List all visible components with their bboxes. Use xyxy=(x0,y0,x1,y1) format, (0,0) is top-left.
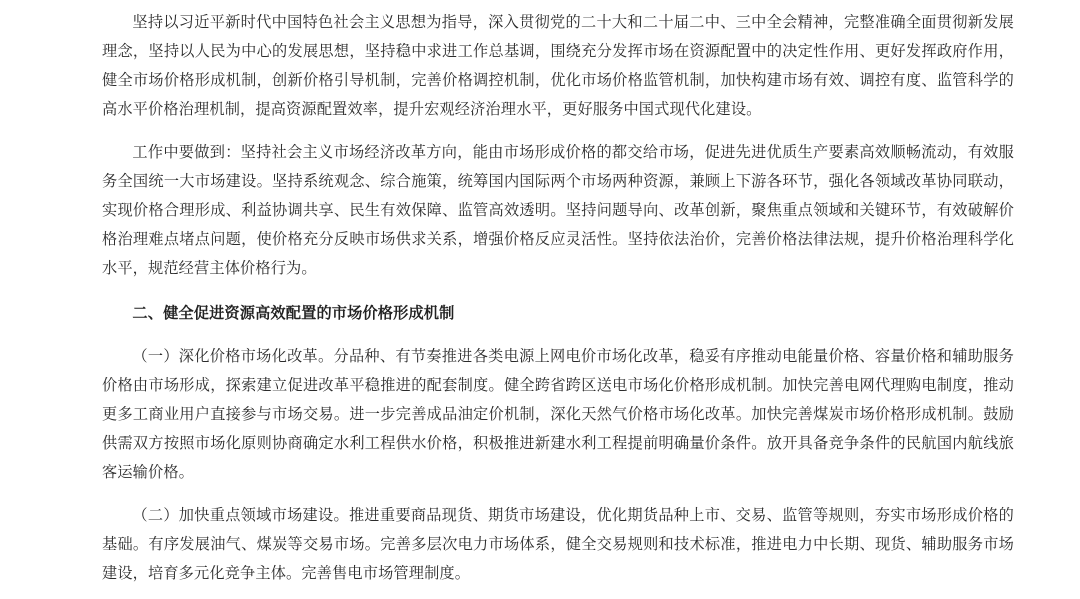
document-body xyxy=(102,0,1014,588)
section-heading: 二、健全促进资源高效配置的市场价格形成机制 xyxy=(132,304,455,322)
paragraph-guiding-ideology: 坚持以习近平新时代中国特色社会主义思想为指导，深入贯彻党的二十大和二十届二中、三中全会精神，完整准确全面贯彻新发展理念，坚持以人民为中心的发展思想，坚持稳中求进工作总基调，围绕充分发挥市场在资源配置中的决定性作用、更好发挥政府作用，健全市场价格形成机制，创新价格引导机制，完善价格调控机制，优化市场价格监管机制，加快构建市场有效、调控有度、监管科学的高水平价格治理机制，提高资源配置效率，提升宏观经济治理水平，更好服务中国式现代化建设。 xyxy=(102,13,1014,118)
paragraph-market-construction: （二）加快重点领域市场建设。推进重要商品现货、期货市场建设，优化期货品种上市、交易、监管等规则，夯实市场形成价格的基础。有序发展油气、煤炭等交易市场。完善多层次电力市场体系，健全交易规则和技术标准，推进电力中长期、现货、辅助服务市场建设，培育多元化竞争主体。完善售电市场管理制度。 xyxy=(102,506,1014,582)
paragraph-price-marketization: （一）深化价格市场化改革。分品种、有节奏推进各类电源上网电价市场化改革，稳妥有序推动电能量价格、容量价格和辅助服务价格由市场形成，探索建立促进改革平稳推进的配套制度。健全跨省跨区送电市场化价格形成机制。加快完善电网代理购电制度，推动更多工商业用户直接参与市场交易。进一步完善成品油定价机制，深化天然气价格市场化改革。加快完善煤炭市场价格形成机制。鼓励供需双方按照市场化原则协商确定水利工程供水价格，积极推进新建水利工程提前明确量价条件。放开具备竞争条件的民航国内航线旅客运输价格。 xyxy=(102,347,1014,481)
paragraph-work-requirements: 工作中要做到：坚持社会主义市场经济改革方向，能由市场形成价格的都交给市场，促进先进优质生产要素高效顺畅流动，有效服务全国统一大市场建设。坚持系统观念、综合施策，统筹国内国际两个市场两种资源，兼顾上下游各环节，强化各领域改革协同联动，实现价格合理形成、利益协调共享、民生有效保障、监管高效透明。坚持问题导向、改革创新，聚焦重点领域和关键环节，有效破解价格治理难点堵点问题，使价格充分反映市场供求关系，增强价格反应灵活性。坚持依法治价，完善价格法律法规，提升价格治理科学化水平，规范经营主体价格行为。 xyxy=(102,143,1014,277)
